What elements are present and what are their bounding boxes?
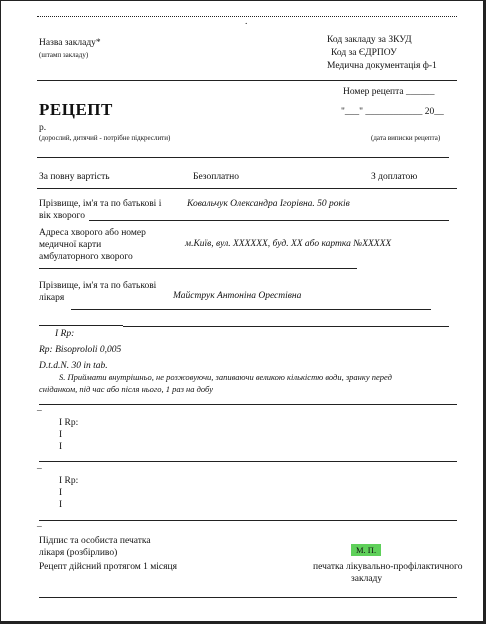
- signature-label-1: Підпис та особиста печатка: [39, 536, 151, 546]
- blank-rp-1-mark: I Rp:: [59, 418, 79, 428]
- blank-rp-1-dash: _: [37, 403, 42, 413]
- rp-short-line: [39, 325, 123, 326]
- address-underline: [39, 268, 357, 269]
- blank-rp-2-line-a: I: [59, 488, 63, 498]
- recipe-title: РЕЦЕПТ: [39, 100, 113, 119]
- stamp-badge: М. П.: [351, 544, 381, 556]
- payment-free: Безоплатно: [193, 172, 240, 182]
- doctor-value: Майструк Антоніна Орестівна: [173, 291, 302, 301]
- stamp-hint: (штамп закладу): [39, 51, 89, 59]
- patient-name-underline: [89, 220, 449, 221]
- header-divider: [37, 80, 457, 81]
- zkud-code: Код закладу за ЗКУД: [327, 35, 412, 45]
- institution-name-label: Назва закладу*: [39, 38, 101, 48]
- seal-label-1: печатка лікувально-профілактичного: [313, 562, 463, 572]
- rp-divider: [123, 326, 449, 327]
- blank-rp-1-line-b: I: [59, 442, 63, 452]
- signa-line-1: S. Приймати внутрішньо, не розжовуючи, запиваючи великою кількістю води, зранку перед: [59, 372, 392, 382]
- doctor-underline: [71, 309, 431, 310]
- r-label: р.: [39, 123, 47, 133]
- signature-label-2: лікаря (розбірливо): [39, 548, 118, 558]
- dot-mark: .: [245, 17, 248, 27]
- seal-label-2: закладу: [351, 574, 383, 584]
- doctor-label-2: лікаря: [39, 293, 65, 303]
- payment-divider: [37, 188, 457, 189]
- address-label-2: медичної карти: [39, 240, 102, 250]
- blank-rp-2-dash: _: [37, 461, 42, 471]
- payment-full: За повну вартість: [39, 172, 110, 182]
- blank-rp-2-divider: [39, 520, 457, 521]
- date-hint: (дата виписки рецепта): [371, 134, 441, 142]
- edrpou-code: Код за ЄДРПОУ: [331, 48, 397, 58]
- recipe-number: Номер рецепта ______: [343, 87, 435, 97]
- footer-dash: _: [37, 519, 42, 529]
- address-label-1: Адреса хворого або номер: [39, 228, 146, 238]
- recipe-divider: [37, 157, 449, 158]
- blank-rp-2-mark: I Rp:: [59, 476, 79, 486]
- patient-name-label-1: Прізвище, ім'я та по батькові і: [39, 199, 162, 209]
- prescription-divider: [39, 404, 457, 405]
- footer-divider: [39, 597, 457, 598]
- recipe-date-line: "___" ____________ 20__: [341, 107, 444, 117]
- drug-name: Rp: Bisoprololi 0,005: [39, 345, 122, 355]
- dtd-line: D.t.d.N. 30 in tab.: [39, 361, 108, 371]
- address-label-3: амбулаторного хворого: [39, 252, 133, 262]
- patient-name-label-2: вік хворого: [39, 211, 85, 221]
- rp-mark: I Rp:: [55, 329, 75, 339]
- payment-copay: З доплатою: [371, 172, 418, 182]
- patient-name-value: Ковальчук Олександра Ігорівна. 50 років: [187, 199, 350, 209]
- patient-kind-hint: (дорослий, дитячий - потрібне підкреслити): [39, 134, 171, 142]
- blank-rp-2-line-b: I: [59, 500, 63, 510]
- doctor-label-1: Прізвище, ім'я та по батькові: [39, 281, 157, 291]
- validity-note: Рецепт дійсний протягом 1 місяця: [39, 562, 177, 572]
- blank-rp-1-divider: [39, 461, 457, 462]
- signa-line-2: сніданком, під час або після нього, 1 раз на добу: [39, 384, 213, 394]
- address-value: м.Київ, вул. ХXXXXX, буд. ХХ або картка №XXXXX: [185, 239, 392, 249]
- blank-rp-1-line-a: I: [59, 430, 63, 440]
- medical-doc-form: Медична документація ф-1: [327, 61, 437, 71]
